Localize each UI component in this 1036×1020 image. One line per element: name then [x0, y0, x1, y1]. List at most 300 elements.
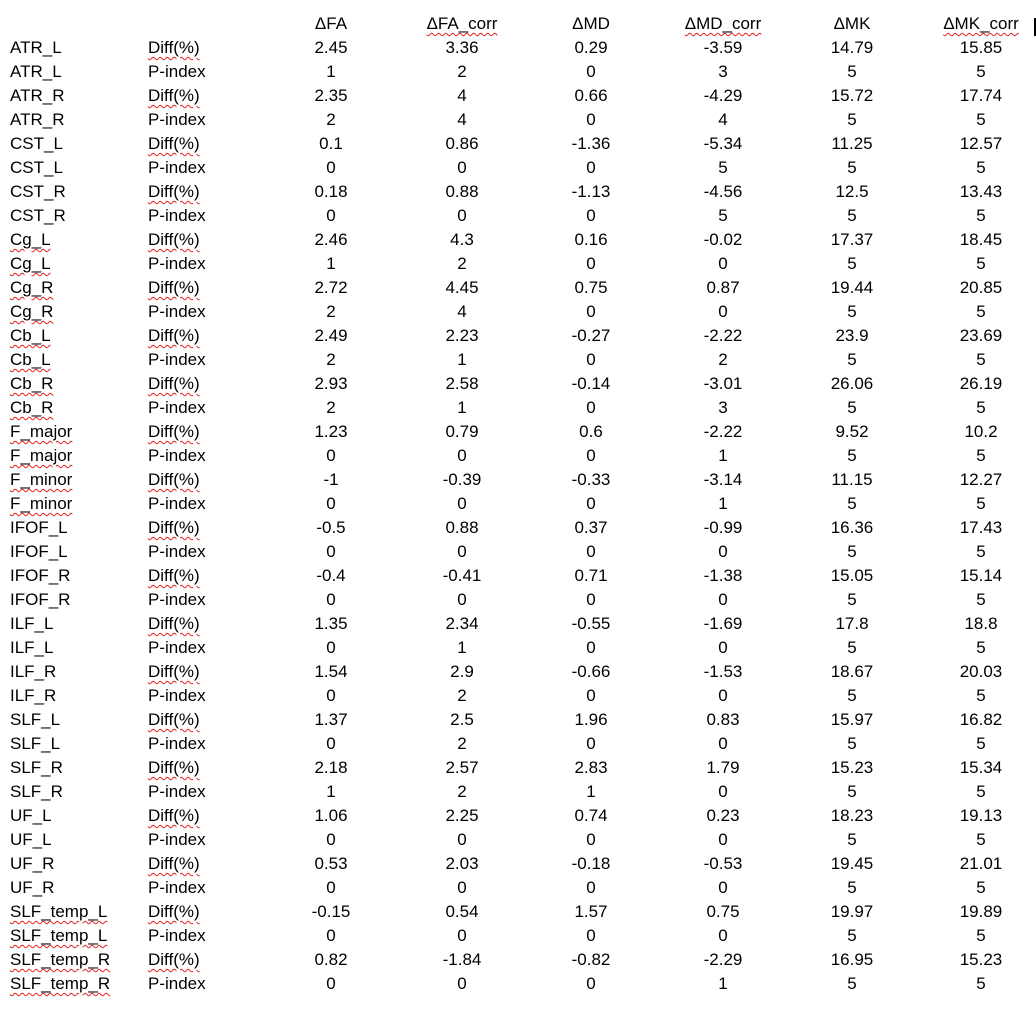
tract-name: SLF_L: [10, 710, 61, 729]
value-cell: 2: [457, 62, 467, 81]
tract-name: UF_L: [10, 830, 52, 849]
value-cell: 0: [457, 878, 467, 897]
value-cell: 0: [718, 302, 728, 321]
value-cell: 0: [326, 590, 336, 609]
table-row: [0, 540, 1036, 564]
value-cell: 12.57: [959, 134, 1003, 153]
value-cell: -0.53: [703, 854, 743, 873]
value-cell: 5: [847, 878, 857, 897]
metric-label: Diff(%): [148, 134, 200, 153]
metric-label: P-index: [148, 974, 206, 993]
tract-name: Cb_L: [10, 326, 51, 345]
value-cell: 5: [847, 398, 857, 417]
tract-name: ILF_R: [10, 686, 57, 705]
value-cell: 5: [976, 638, 986, 657]
value-cell: 0: [326, 158, 336, 177]
value-cell: 5: [976, 926, 986, 945]
value-cell: 5: [976, 830, 986, 849]
table-row: [0, 276, 1036, 300]
value-cell: 2.03: [445, 854, 479, 873]
value-cell: 0: [586, 398, 596, 417]
tract-name: ILF_L: [10, 614, 54, 633]
tract-name: F_major: [10, 422, 73, 441]
value-cell: 0.88: [445, 518, 479, 537]
value-cell: 5: [847, 686, 857, 705]
value-cell: 11.25: [831, 134, 873, 153]
value-cell: 5: [976, 350, 986, 369]
value-cell: 16.82: [959, 710, 1003, 729]
metric-label: P-index: [148, 542, 206, 561]
value-cell: 1.23: [314, 422, 348, 441]
value-cell: 0: [586, 158, 596, 177]
value-cell: 5: [847, 110, 857, 129]
value-cell: 0.86: [445, 134, 479, 153]
table-row: [0, 420, 1036, 444]
value-cell: -0.14: [571, 374, 611, 393]
table-row: [0, 732, 1036, 756]
value-cell: 2.35: [314, 86, 348, 105]
value-cell: 0: [586, 734, 596, 753]
value-cell: -0.39: [442, 470, 482, 489]
metric-label: P-index: [148, 590, 206, 609]
value-cell: 0: [586, 542, 596, 561]
value-cell: 17.8: [835, 614, 869, 633]
value-cell: 23.9: [835, 326, 869, 345]
metric-label: P-index: [148, 878, 206, 897]
value-cell: 0: [326, 734, 336, 753]
value-cell: -0.18: [571, 854, 611, 873]
value-cell: -0.5: [316, 518, 346, 537]
table-row: [0, 852, 1036, 876]
table-row: [0, 900, 1036, 924]
column-header: ΔMK_corr: [943, 14, 1019, 33]
value-cell: 5: [976, 734, 986, 753]
value-cell: -1.69: [703, 614, 743, 633]
value-cell: 0: [457, 830, 467, 849]
table-row: [0, 588, 1036, 612]
value-cell: 1: [586, 782, 596, 801]
table-row: [0, 708, 1036, 732]
table-row: [0, 372, 1036, 396]
value-cell: 3.36: [445, 38, 479, 57]
value-cell: -1.53: [703, 662, 743, 681]
metric-label: Diff(%): [148, 758, 200, 777]
value-cell: 0.66: [574, 86, 608, 105]
value-cell: 18.23: [830, 806, 874, 825]
value-cell: 2.9: [450, 662, 474, 681]
value-cell: 2.49: [314, 326, 348, 345]
value-cell: -5.34: [703, 134, 743, 153]
metric-label: P-index: [148, 686, 206, 705]
value-cell: 0: [586, 926, 596, 945]
value-cell: 2.72: [314, 278, 348, 297]
table-row: [0, 132, 1036, 156]
value-cell: 0: [586, 206, 596, 225]
value-cell: 26.06: [830, 374, 874, 393]
value-cell: 0.87: [706, 278, 740, 297]
column-header: ΔFA: [314, 14, 348, 33]
table-row: [0, 156, 1036, 180]
value-cell: 5: [718, 158, 728, 177]
value-cell: -0.02: [703, 230, 743, 249]
value-cell: -1.36: [571, 134, 611, 153]
value-cell: 2.57: [445, 758, 479, 777]
value-cell: 0: [586, 446, 596, 465]
value-cell: 1: [457, 398, 467, 417]
value-cell: 4: [457, 86, 467, 105]
table-row: [0, 60, 1036, 84]
column-header: ΔMD_corr: [684, 14, 762, 33]
value-cell: 0: [326, 206, 336, 225]
value-cell: 5: [847, 302, 857, 321]
tract-name: ATR_L: [10, 38, 62, 57]
tract-name: ILF_R: [10, 662, 57, 681]
metric-label: Diff(%): [148, 86, 200, 105]
value-cell: 1: [718, 446, 728, 465]
tract-name: CST_R: [10, 206, 66, 225]
tract-name: Cg_R: [10, 278, 54, 297]
value-cell: 5: [976, 206, 986, 225]
value-cell: 0.88: [445, 182, 479, 201]
value-cell: 15.85: [959, 38, 1003, 57]
tract-name: IFOF_L: [10, 542, 68, 561]
metric-label: Diff(%): [148, 902, 200, 921]
table-row: [0, 324, 1036, 348]
table-row: [0, 948, 1036, 972]
value-cell: 15.34: [959, 758, 1003, 777]
value-cell: 0: [718, 926, 728, 945]
value-cell: -2.29: [703, 950, 743, 969]
metric-label: P-index: [148, 446, 206, 465]
value-cell: 18.8: [964, 614, 998, 633]
value-cell: -0.99: [703, 518, 743, 537]
value-cell: 19.97: [830, 902, 874, 921]
value-cell: 5: [976, 158, 986, 177]
metric-label: P-index: [148, 398, 206, 417]
value-cell: 0: [718, 254, 728, 273]
value-cell: 0: [718, 734, 728, 753]
value-cell: 2: [718, 350, 728, 369]
value-cell: 1: [326, 254, 336, 273]
value-cell: 5: [976, 62, 986, 81]
value-cell: 0: [586, 302, 596, 321]
tract-name: UF_R: [10, 878, 55, 897]
tract-name: SLF_temp_R: [10, 974, 111, 993]
table-row: [0, 228, 1036, 252]
value-cell: 13.43: [959, 182, 1003, 201]
table-row: [0, 444, 1036, 468]
value-cell: 3: [718, 62, 728, 81]
value-cell: 0: [457, 206, 467, 225]
value-cell: -0.41: [442, 566, 482, 585]
value-cell: 1: [326, 782, 336, 801]
value-cell: 20.85: [959, 278, 1003, 297]
value-cell: 0: [718, 830, 728, 849]
value-cell: -0.15: [311, 902, 351, 921]
value-cell: 5: [847, 974, 857, 993]
metric-label: Diff(%): [148, 422, 200, 441]
value-cell: 14.79: [830, 38, 874, 57]
value-cell: 2: [457, 782, 467, 801]
value-cell: 0: [457, 926, 467, 945]
value-cell: 0: [586, 974, 596, 993]
value-cell: 1: [457, 638, 467, 657]
value-cell: 0: [586, 254, 596, 273]
value-cell: 0: [457, 542, 467, 561]
value-cell: 12.5: [835, 182, 869, 201]
value-cell: 15.97: [830, 710, 874, 729]
metric-label: P-index: [148, 158, 206, 177]
tract-name: IFOF_R: [10, 566, 71, 585]
table-row: [0, 516, 1036, 540]
value-cell: 1: [718, 494, 728, 513]
value-cell: 0.74: [574, 806, 608, 825]
tract-name: ATR_R: [10, 110, 65, 129]
value-cell: 0: [718, 686, 728, 705]
value-cell: 12.27: [959, 470, 1003, 489]
metric-label: P-index: [148, 494, 206, 513]
value-cell: 0.82: [314, 950, 348, 969]
tract-name: Cg_L: [10, 254, 51, 273]
table-row: [0, 804, 1036, 828]
value-cell: 5: [976, 446, 986, 465]
value-cell: 15.05: [830, 566, 874, 585]
value-cell: 5: [847, 638, 857, 657]
table-row: [0, 36, 1036, 60]
value-cell: 0: [326, 926, 336, 945]
value-cell: 0: [586, 590, 596, 609]
value-cell: 0: [326, 446, 336, 465]
value-cell: 2.83: [574, 758, 608, 777]
tract-name: SLF_L: [10, 734, 61, 753]
value-cell: 0: [326, 974, 336, 993]
metric-label: P-index: [148, 926, 206, 945]
metric-label: Diff(%): [148, 566, 200, 585]
value-cell: 2: [457, 254, 467, 273]
metric-label: P-index: [148, 734, 206, 753]
tract-name: CST_L: [10, 134, 63, 153]
value-cell: 2.25: [445, 806, 479, 825]
value-cell: 0: [586, 350, 596, 369]
value-cell: 19.89: [959, 902, 1003, 921]
value-cell: 2.46: [314, 230, 348, 249]
metric-label: P-index: [148, 830, 206, 849]
tract-name: SLF_R: [10, 782, 63, 801]
value-cell: 0.18: [314, 182, 348, 201]
value-cell: 0.83: [706, 710, 740, 729]
tract-name: ATR_R: [10, 86, 65, 105]
value-cell: -1.38: [703, 566, 743, 585]
value-cell: 0: [326, 638, 336, 657]
table-row: [0, 780, 1036, 804]
column-header: ΔFA_corr: [426, 14, 498, 33]
value-cell: 10.2: [964, 422, 998, 441]
value-cell: 0: [586, 686, 596, 705]
value-cell: -1.84: [442, 950, 482, 969]
value-cell: 0: [326, 878, 336, 897]
value-cell: -1.13: [571, 182, 611, 201]
metric-label: P-index: [148, 62, 206, 81]
value-cell: 1: [457, 350, 467, 369]
metric-label: Diff(%): [148, 182, 200, 201]
tract-name: F_major: [10, 446, 73, 465]
value-cell: 0: [586, 878, 596, 897]
value-cell: 18.67: [830, 662, 874, 681]
value-cell: 1.79: [706, 758, 740, 777]
table-row: [0, 612, 1036, 636]
value-cell: 1.54: [314, 662, 348, 681]
value-cell: -3.14: [703, 470, 743, 489]
value-cell: 4: [457, 110, 467, 129]
value-cell: 0: [326, 830, 336, 849]
value-cell: 0.23: [706, 806, 740, 825]
metric-label: Diff(%): [148, 662, 200, 681]
table-row: [0, 492, 1036, 516]
value-cell: -1: [323, 470, 339, 489]
metric-label: Diff(%): [148, 374, 200, 393]
value-cell: 2: [326, 398, 336, 417]
table-row: [0, 204, 1036, 228]
value-cell: 2.58: [445, 374, 479, 393]
tract-name: F_minor: [10, 494, 73, 513]
value-cell: 3: [718, 398, 728, 417]
table-row: [0, 756, 1036, 780]
value-cell: 0.71: [574, 566, 608, 585]
value-cell: 9.52: [835, 422, 869, 441]
value-cell: 4: [457, 302, 467, 321]
column-header: ΔMK: [833, 14, 871, 33]
metric-label: P-index: [148, 254, 206, 273]
value-cell: -2.22: [703, 326, 743, 345]
value-cell: 0: [326, 494, 336, 513]
value-cell: 5: [847, 494, 857, 513]
value-cell: 1.37: [314, 710, 348, 729]
tract-name: CST_R: [10, 182, 66, 201]
table-row: [0, 348, 1036, 372]
table-row: [0, 564, 1036, 588]
table-row: [0, 180, 1036, 204]
metric-label: P-index: [148, 302, 206, 321]
tract-name: SLF_temp_L: [10, 926, 108, 945]
value-cell: 5: [847, 206, 857, 225]
data-table: [0, 12, 1036, 996]
value-cell: 2: [326, 350, 336, 369]
value-cell: 5: [718, 206, 728, 225]
value-cell: 0: [586, 830, 596, 849]
value-cell: 0: [457, 446, 467, 465]
value-cell: 0: [718, 590, 728, 609]
value-cell: 1: [718, 974, 728, 993]
value-cell: 5: [976, 398, 986, 417]
tract-name: UF_L: [10, 806, 52, 825]
value-cell: -0.4: [316, 566, 346, 585]
table-row: [0, 84, 1036, 108]
metric-label: Diff(%): [148, 518, 200, 537]
value-cell: 0.53: [314, 854, 348, 873]
metric-label: P-index: [148, 638, 206, 657]
table-row: [0, 252, 1036, 276]
value-cell: 15.72: [830, 86, 874, 105]
table-row: [0, 108, 1036, 132]
metric-label: P-index: [148, 782, 206, 801]
value-cell: 5: [976, 974, 986, 993]
value-cell: -3.59: [703, 38, 743, 57]
value-cell: 0.75: [706, 902, 740, 921]
value-cell: 0.54: [445, 902, 479, 921]
metric-label: Diff(%): [148, 614, 200, 633]
value-cell: 23.69: [959, 326, 1003, 345]
value-cell: 5: [847, 542, 857, 561]
value-cell: 15.14: [959, 566, 1003, 585]
value-cell: 5: [976, 110, 986, 129]
value-cell: 2.5: [450, 710, 474, 729]
value-cell: 11.15: [831, 470, 873, 489]
value-cell: 19.13: [959, 806, 1003, 825]
value-cell: 5: [976, 494, 986, 513]
value-cell: 2: [457, 686, 467, 705]
value-cell: 2.18: [314, 758, 348, 777]
metric-label: Diff(%): [148, 710, 200, 729]
metric-label: Diff(%): [148, 950, 200, 969]
tract-name: SLF_R: [10, 758, 63, 777]
value-cell: 0.79: [445, 422, 479, 441]
value-cell: 1.06: [314, 806, 348, 825]
value-cell: -0.33: [571, 470, 611, 489]
value-cell: 0: [718, 638, 728, 657]
value-cell: 5: [976, 686, 986, 705]
value-cell: 16.36: [830, 518, 874, 537]
value-cell: 5: [976, 254, 986, 273]
metric-label: Diff(%): [148, 470, 200, 489]
value-cell: -4.56: [703, 182, 743, 201]
value-cell: 5: [976, 590, 986, 609]
value-cell: -0.82: [571, 950, 611, 969]
value-cell: 0.29: [574, 38, 608, 57]
value-cell: 1.35: [314, 614, 348, 633]
value-cell: 2: [326, 110, 336, 129]
table-body: [0, 36, 1036, 996]
table-row: [0, 876, 1036, 900]
value-cell: 19.45: [830, 854, 874, 873]
metric-label: P-index: [148, 350, 206, 369]
value-cell: -0.66: [571, 662, 611, 681]
value-cell: 0: [586, 638, 596, 657]
tract-name: F_minor: [10, 470, 73, 489]
table-row: [0, 828, 1036, 852]
value-cell: 5: [976, 782, 986, 801]
value-cell: -4.29: [703, 86, 743, 105]
table-row: [0, 636, 1036, 660]
tract-name: IFOF_R: [10, 590, 71, 609]
table-row: [0, 684, 1036, 708]
metric-label: Diff(%): [148, 38, 200, 57]
tract-name: Cb_R: [10, 374, 54, 393]
value-cell: 0: [718, 542, 728, 561]
metric-label: P-index: [148, 206, 206, 225]
value-cell: 4: [718, 110, 728, 129]
value-cell: 15.23: [830, 758, 874, 777]
value-cell: 5: [976, 542, 986, 561]
metric-label: Diff(%): [148, 230, 200, 249]
value-cell: 5: [976, 302, 986, 321]
value-cell: 2.23: [445, 326, 479, 345]
value-cell: 19.44: [830, 278, 874, 297]
metric-label: Diff(%): [148, 854, 200, 873]
table-row: [0, 300, 1036, 324]
value-cell: 5: [847, 62, 857, 81]
value-cell: 0: [586, 110, 596, 129]
value-cell: 5: [847, 926, 857, 945]
